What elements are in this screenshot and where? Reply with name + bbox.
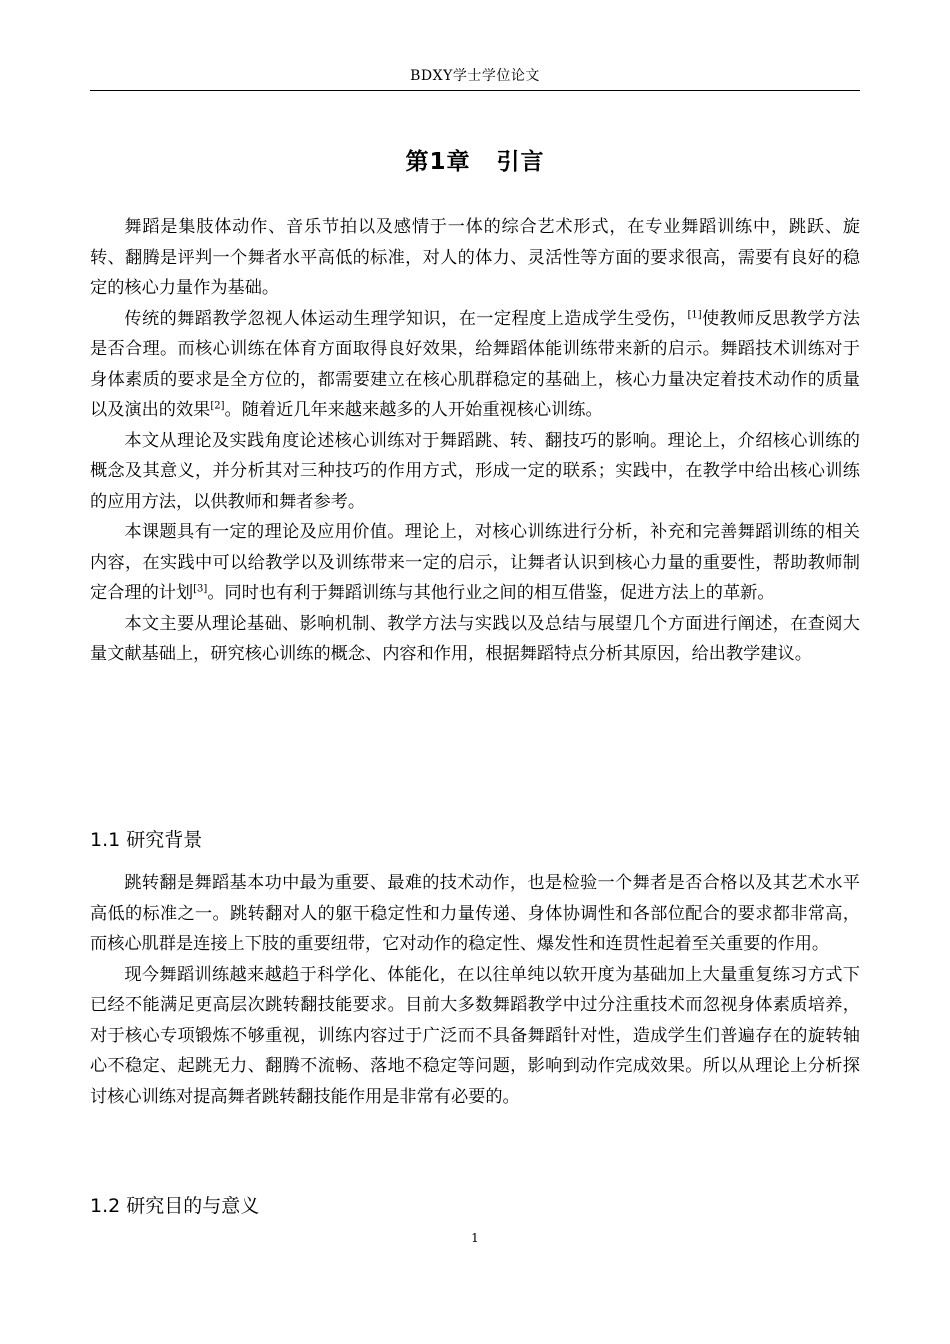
paragraph: 本文主要从理论基础、影响机制、教学方法与实践以及总结与展望几个方面进行阐述，在查阅大量文献基础上，研究核心训练的概念、内容和作用，根据舞蹈特点分析其原因，给出教学建议。: [90, 613, 860, 664]
paragraph-text: 。同时也有利于舞蹈训练与其他行业之间的相互借鉴，促进方法上的革新。: [207, 583, 775, 603]
intro-body: [90, 212, 860, 670]
page-number: 1: [471, 1231, 479, 1245]
paragraph: [90, 304, 860, 426]
section-heading-1-1: 1.1 研究背景: [90, 829, 203, 851]
paragraph-text: 传统的舞蹈教学忽视人体运动生理学知识，在一定程度上造成学生受伤，: [124, 308, 688, 329]
citation-ref[interactable]: [1]: [687, 308, 702, 320]
citation-ref[interactable]: [3]: [193, 583, 208, 595]
paragraph-text: 使教师反思教学方法是否合理。而核心训练在体育方面取得良好效果，给舞蹈体能训练带来新的启示。舞蹈技术训练对于身体素质的要求是全方位的，都需要建立在核心肌群稳定的基础上，核心力量决定着技术动作的质量以及演出的效果: [90, 308, 860, 420]
paragraph: 现今舞蹈训练越来越趋于科学化、体能化，在以往单纯以软开度为基础加上大量重复练习方式下已经不能满足更高层次跳转翻技能要求。目前大多数舞蹈教学中过分注重技术而忽视身体素质培养，对于核心专项锻炼不够重视，训练内容过于广泛而不具备舞蹈针对性，造成学生们普遍存在的旋转轴心不稳定、起跳无力、翻腾不流畅、落地不稳定等问题，影响到动作完成效果。所以从理论上分析探讨核心训练对提高舞者跳转翻技能作用是非常有必要的。: [90, 964, 860, 1107]
chapter-title: [90, 144, 860, 180]
citation-ref[interactable]: [2]: [210, 400, 225, 412]
paragraph-text: 本课题具有一定的理论及应用价值。理论上，对核心训练进行分析，补充和完善舞蹈训练的相关内容，在实践中可以给教学以及训练带来一定的启示，让舞者认识到核心力量的重要性，帮助教师制定合理的计划: [90, 522, 860, 603]
background-body: [90, 868, 860, 1112]
paragraph-text: 。随着近几年来越来越多的人开始重视核心训练。: [224, 400, 603, 420]
section-heading-1-2: 1.2 研究目的与意义: [90, 1195, 260, 1217]
page-header: BDXY学士学位论文: [410, 68, 540, 84]
header-rule: [90, 90, 860, 91]
paragraph: [90, 517, 860, 609]
paragraph: 舞蹈是集肢体动作、音乐节拍以及感情于一体的综合艺术形式，在专业舞蹈训练中，跳跃、旋转、翻腾是评判一个舞者水平高低的标准，对人的体力、灵活性等方面的要求很高，需要有良好的稳定的核心力量作为基础。: [90, 217, 860, 298]
paragraph: 本文从理论及实践角度论述核心训练对于舞蹈跳、转、翻技巧的影响。理论上，介绍核心训练的概念及其意义，并分析其对三种技巧的作用方式，形成一定的联系；实践中，在教学中给出核心训练的应用方法，以供教师和舞者参考。: [90, 430, 860, 512]
chapter-number: 第1章: [405, 149, 471, 175]
chapter-name: 引言: [496, 149, 545, 175]
paragraph: 跳转翻是舞蹈基本功中最为重要、最难的技术动作，也是检验一个舞者是否合格以及其艺术水平高低的标准之一。跳转翻对人的躯干稳定性和力量传递、身体协调性和各部位配合的要求都非常高，而核心肌群是连接上下肢的重要纽带，它对动作的稳定性、爆发性和连贯性起着至关重要的作用。: [90, 873, 860, 954]
